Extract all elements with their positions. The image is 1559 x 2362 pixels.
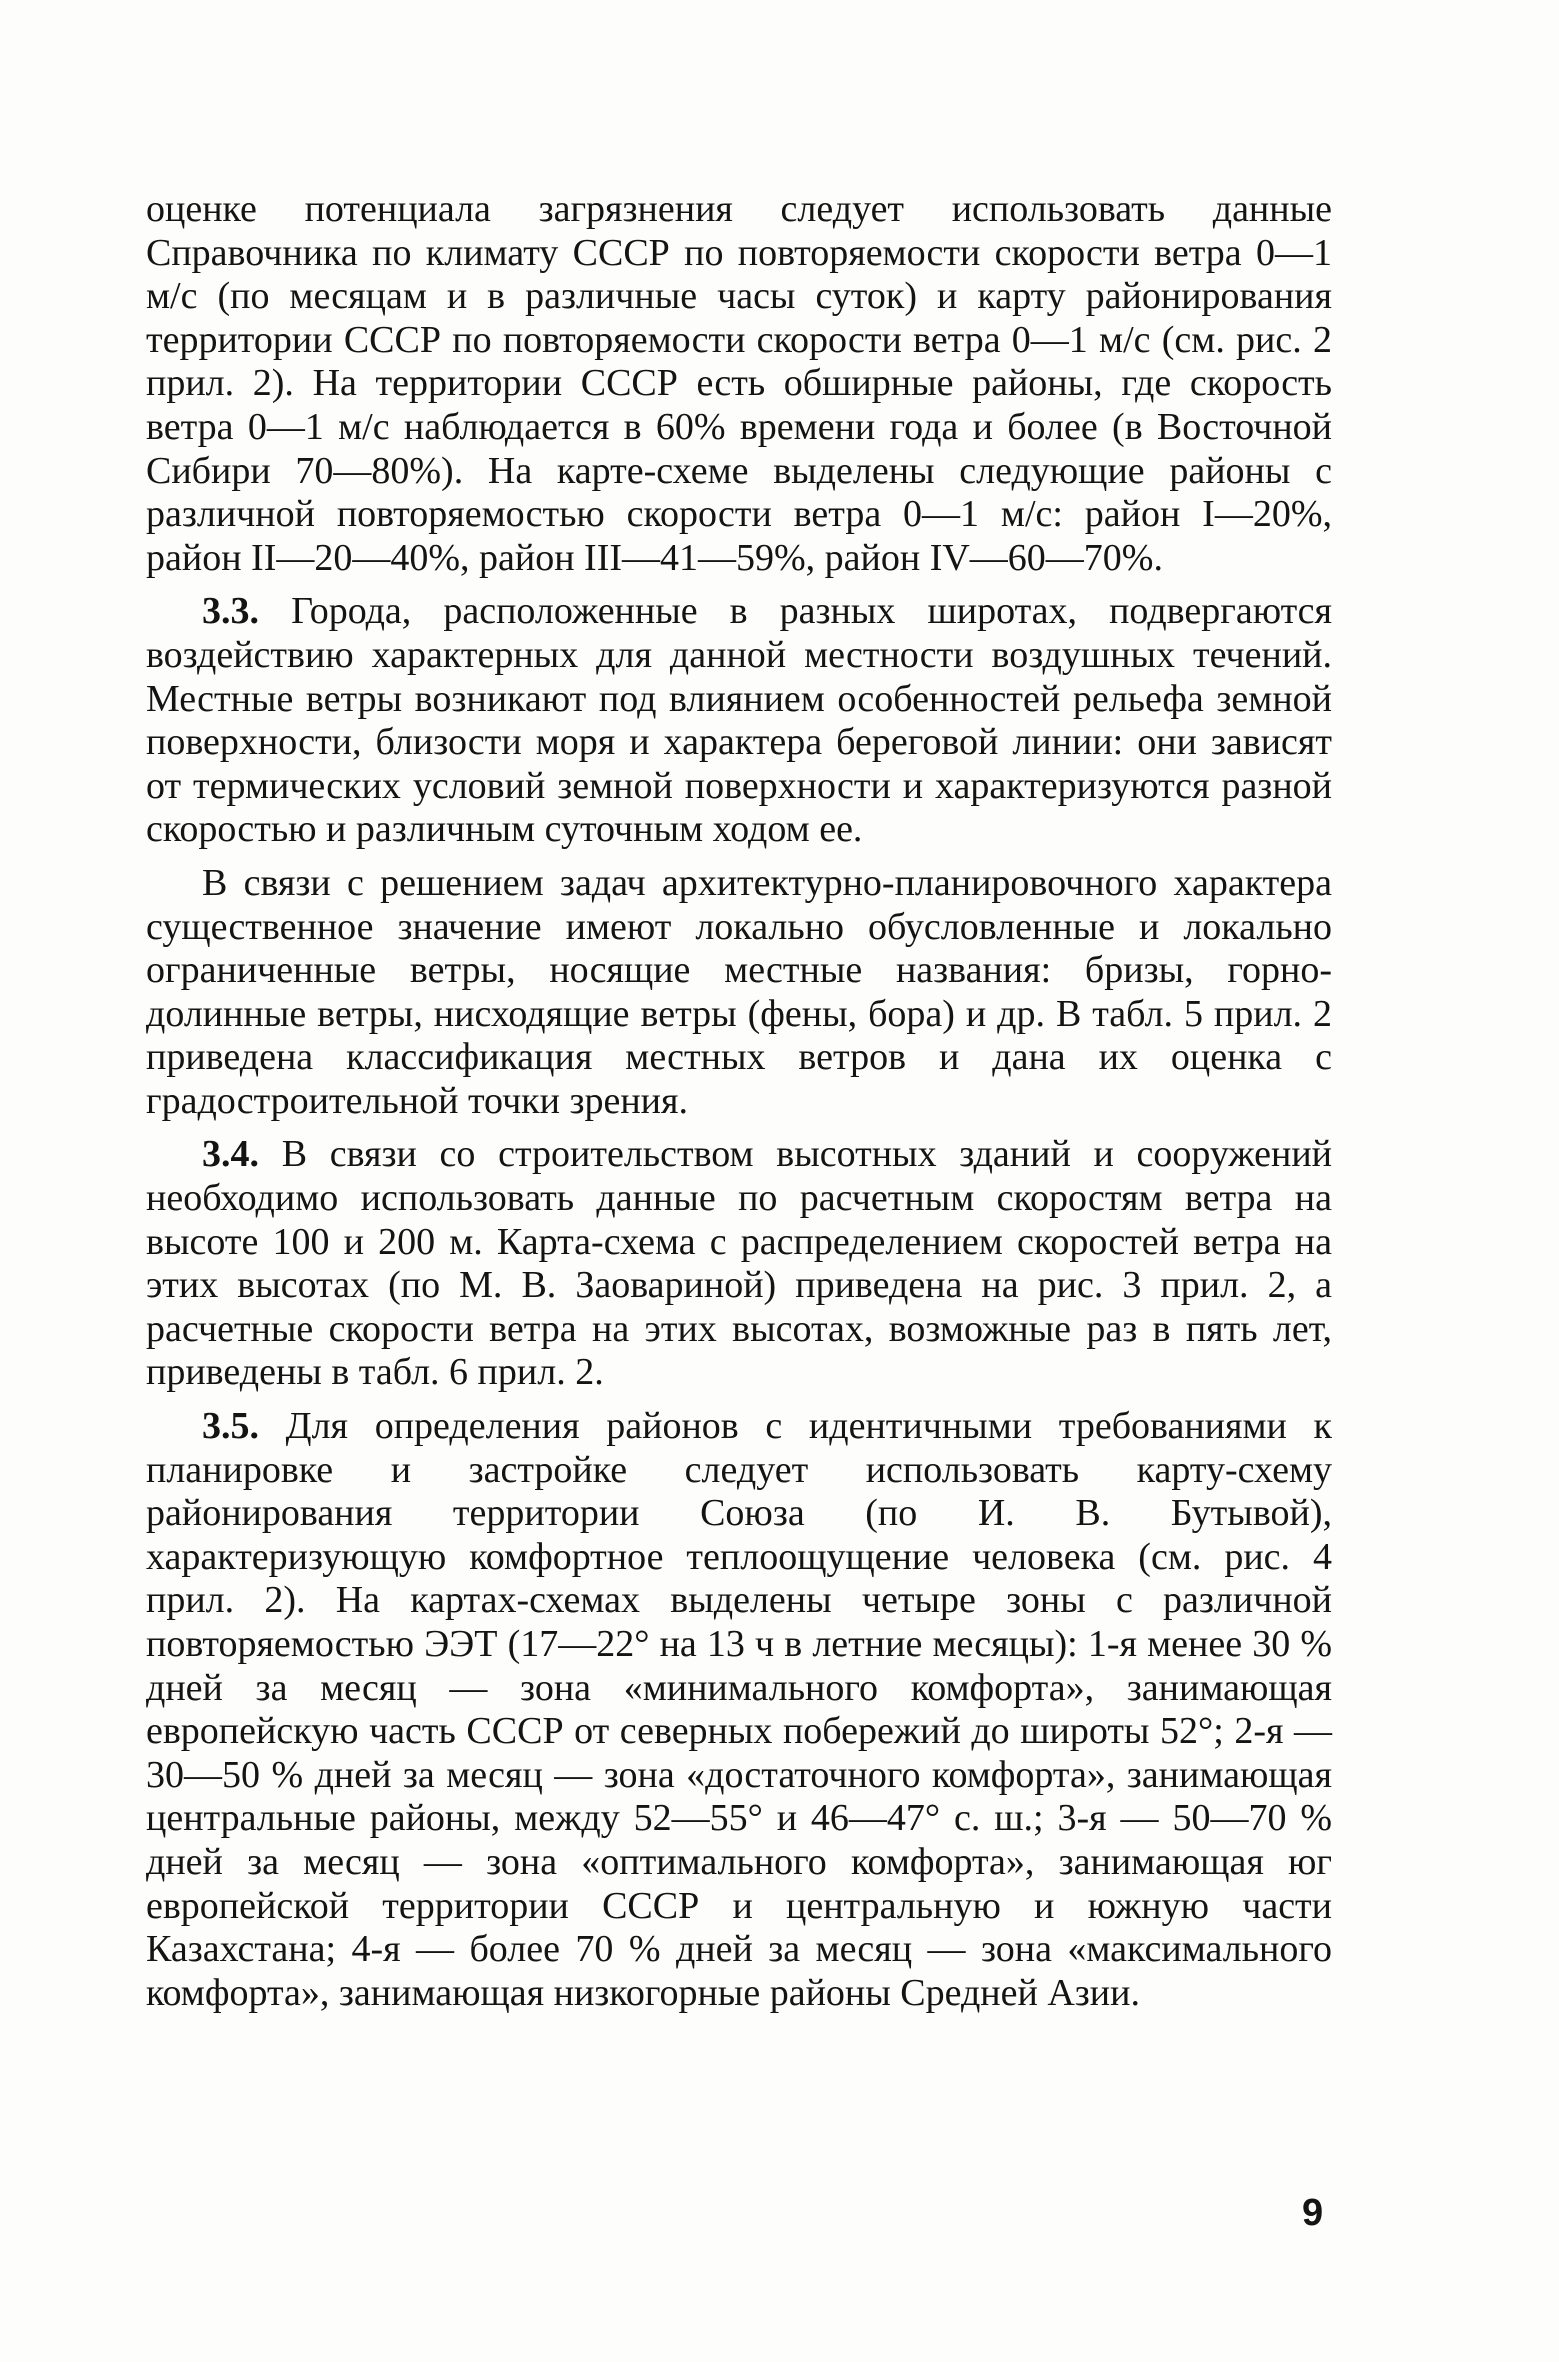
body-text (146, 188, 1332, 2023)
paragraph-text: Города, расположенные в разных широтах, подвергаются воздействию характерных для данной местности воздушных течений. Местные ветры возникают под влиянием особенностей рельефа земной поверхности, близости моря и характера береговой линии: они зависят от термических условий земной поверхности и характеризуются разной скоростью и различным суточным ходом ее. (146, 590, 1332, 851)
paragraph-text: В связи со строительством высотных зданий и сооружений необходимо использовать данные по расчетным скоростям ветра на высоте 100 и 200 м. Карта-схема с распределением скоростей ветра на этих высотах (по М. В. Заовариной) приведена на рис. 3 прил. 2, а расчетные скорости ветра на этих высотах, возможные раз в пять лет, приведены в табл. 6 прил. 2. (146, 1133, 1332, 1394)
section-number: 3.5. (202, 1405, 259, 1448)
section-number: 3.3. (202, 590, 259, 633)
section-number: 3.4. (202, 1133, 259, 1176)
paragraph-local-winds (146, 862, 1332, 1124)
paragraph-3-5 (146, 1405, 1332, 2015)
paragraph-3-3 (146, 590, 1332, 852)
paragraph-3-4 (146, 1133, 1332, 1395)
paragraph-text: В связи с решением задач архитектурно-планировочного характера существенное значение имеют локально обусловленные и локально ограниченные ветры, носящие местные названия: бризы, горно-долинные ветры, нисходящие ветры (фены, бора) и др. В табл. 5 прил. 2 приведена классификация местных ветров и дана их оценка с градостроительной точки зрения. (146, 861, 1332, 1122)
paragraph-text: Для определения районов с идентичными требованиями к планировке и застройке следует использовать карту-схему районирования территории Союза (по И. В. Бутывой), характеризующую комфортное теплоощущение человека (см. рис. 4 прил. 2). На картах-схемах выделены четыре зоны с различной повторяемостью ЭЭТ (17—22° на 13 ч в летние месяцы): 1-я менее 30 % дней за месяц — зона «минимального комфорта», занимающая европейскую часть СССР от северных побережий до широты 52°; 2-я — 30—50 % дней за месяц — зона «достаточного комфорта», занимающая центральные районы, между 52—55° и 46—47° с. ш.; 3-я — 50—70 % дней за месяц — зона «оптимального комфорта», занимающая юг европейской территории СССР и центральную и южную части Казахстана; 4-я — более 70 % дней за месяц — зона «максимального комфорта», занимающая низкогорные районы Средней Азии. (146, 1405, 1333, 2014)
paragraph-intro (146, 188, 1332, 580)
paragraph-text: оценке потенциала загрязнения следует использовать данные Справочника по климату СССР по повторяемости скорости ветра 0—1 м/с (по месяцам и в различные часы суток) и карту районирования территории СССР по повторяемости скорости ветра 0—1 м/с (см. рис. 2 прил. 2). На территории СССР есть обширные районы, где скорость ветра 0—1 м/с наблюдается в 60% времени года и более (в Восточной Сибири 70—80%). На карте-схеме выделены следующие районы с различной повторяемостью скорости ветра 0—1 м/с: район I—20%, район II—20—40%, район III—41—59%, район IV—60—70%. (146, 188, 1332, 579)
page-number: 9 (1302, 2192, 1324, 2234)
